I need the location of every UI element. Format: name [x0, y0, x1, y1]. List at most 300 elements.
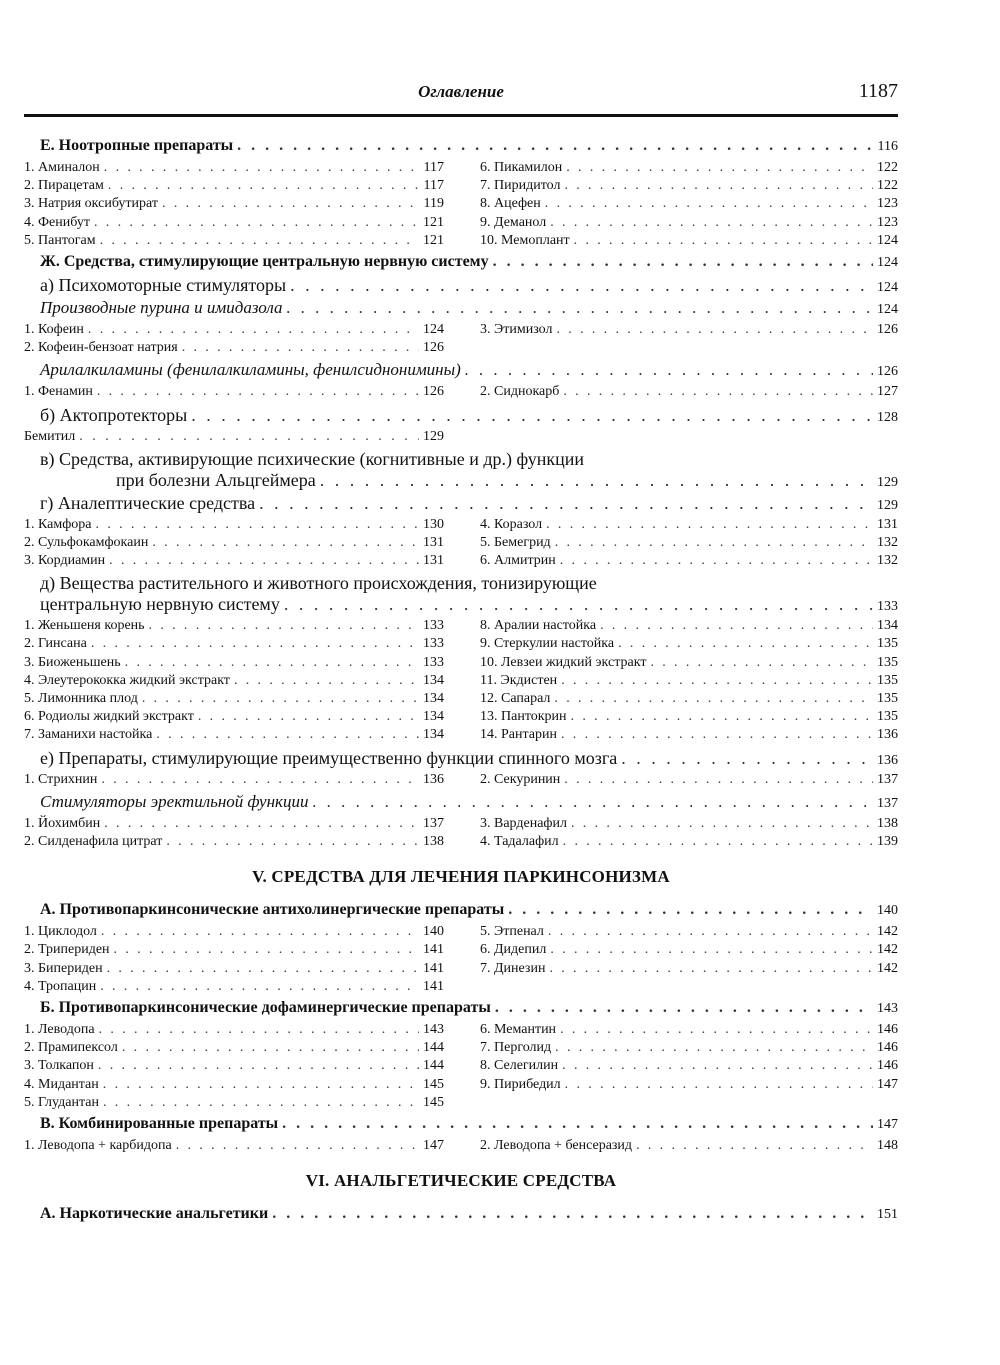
toc-entry-label: 1. Циклодол: [24, 924, 97, 940]
dot-leader: [563, 833, 873, 851]
toc-entry-page: 124: [877, 302, 898, 318]
toc-entry-label: 1. Камфора: [24, 516, 92, 532]
toc-entry: [480, 941, 898, 959]
entry-columns: [24, 617, 898, 744]
toc-entry-page: 134: [877, 618, 898, 634]
toc-entry: [24, 672, 444, 690]
dot-leader: [182, 339, 419, 357]
toc-entry-label: 3. Этимизол: [480, 322, 553, 338]
dot-leader: [600, 617, 873, 635]
dot-leader: [234, 672, 419, 690]
toc-entry-label: 2. Гинсана: [24, 636, 87, 652]
toc-entry: [24, 516, 444, 534]
toc-entry-label: 5. Глудантан: [24, 1094, 99, 1110]
entry-columns: [24, 383, 898, 401]
toc-entry-label: 14. Рантарин: [480, 727, 557, 743]
dot-leader: [565, 1076, 873, 1094]
toc-entry: [24, 635, 444, 653]
toc-entry: [24, 214, 444, 232]
toc-entry-label: Производные пурина и имидазола: [40, 298, 283, 318]
dot-leader: [555, 534, 873, 552]
toc-entry-page: 139: [877, 834, 898, 850]
toc-entry-label: 12. Сапарал: [480, 691, 551, 707]
toc-entry: [480, 383, 898, 401]
dot-leader: [555, 1039, 873, 1057]
toc-entry-page: 147: [877, 1076, 898, 1092]
toc-entry-page: 131: [423, 553, 444, 569]
toc-entry: [24, 654, 444, 672]
entry-columns: [24, 516, 898, 571]
toc-section: [24, 901, 898, 919]
toc-entry-page: 134: [423, 691, 444, 707]
toc-entry-page: 136: [877, 727, 898, 743]
toc-entry-page: 137: [877, 771, 898, 787]
toc-entry-page: 141: [423, 978, 444, 994]
toc-entry-page: 126: [423, 384, 444, 400]
toc-entry-page: 135: [877, 654, 898, 670]
dot-leader: [103, 1076, 419, 1094]
dot-leader: [191, 405, 873, 426]
toc-entry-page: 142: [877, 942, 898, 958]
toc-entry-label: 5. Этпенал: [480, 924, 544, 940]
dot-leader: [636, 1137, 873, 1155]
toc-entry-label: 8. Аралии настойка: [480, 618, 597, 634]
toc-section: [24, 1115, 898, 1133]
dot-leader: [560, 552, 873, 570]
toc-section: [24, 1205, 898, 1223]
dot-leader: [621, 748, 873, 769]
toc-entry-page: 135: [877, 709, 898, 725]
toc-entry: [480, 534, 898, 552]
dot-leader: [571, 815, 873, 833]
toc-entry-label: 4. Элеутерококка жидкий экстракт: [24, 672, 230, 688]
toc-entry-page: 145: [423, 1094, 444, 1110]
dot-leader: [548, 923, 873, 941]
toc-entry-page: 137: [877, 795, 898, 811]
right-column: [480, 1021, 898, 1112]
toc-entry-page: 135: [877, 672, 898, 688]
right-column: [480, 771, 898, 789]
dot-leader: [156, 726, 419, 744]
toc-entry: [480, 1137, 898, 1155]
dot-leader: [561, 672, 873, 690]
dot-leader: [465, 360, 873, 380]
toc-entry: [480, 617, 898, 635]
dot-leader: [562, 1057, 873, 1075]
dot-leader: [166, 833, 419, 851]
toc-entry-page: 143: [877, 1001, 898, 1017]
toc-subsection-line: д) Вещества растительного и животного происхождения, тонизирующие: [40, 573, 597, 594]
toc-entry-label: 9. Стеркулии настойка: [480, 636, 615, 652]
toc-entry-label: 1. Леводопа + карбидопа: [24, 1138, 172, 1154]
dot-leader: [100, 978, 419, 996]
toc-entry-page: 136: [877, 752, 898, 768]
toc-entry-page: 126: [423, 340, 444, 356]
toc-entry-page: 123: [877, 214, 898, 230]
toc-entry-label: 9. Пирибедил: [480, 1076, 561, 1092]
toc-entry-page: 134: [423, 727, 444, 743]
toc-entry-label: Стимуляторы эректильной функции: [40, 791, 309, 811]
left-column: [24, 383, 444, 401]
toc-entry-label: 6. Дидепил: [480, 942, 547, 958]
toc-subsection: [24, 449, 898, 491]
dot-leader: [142, 690, 419, 708]
dot-leader: [100, 232, 419, 250]
toc-entry-label: 4. Коразол: [480, 516, 543, 532]
toc-entry: [480, 195, 898, 213]
dot-leader: [284, 594, 873, 615]
dot-leader: [125, 654, 419, 672]
toc-entry: [24, 960, 444, 978]
toc-entry-page: 133: [877, 599, 898, 615]
toc-entry-label: 7. Заманихи настойка: [24, 727, 153, 743]
toc-entry: [480, 923, 898, 941]
dot-leader: [99, 1021, 419, 1039]
toc-entry-page: 124: [877, 280, 898, 296]
toc-entry: [24, 383, 444, 401]
dot-leader: [152, 534, 419, 552]
toc-entry-label: 11. Экдистен: [480, 672, 558, 688]
toc-entry-label: 3. Натрия оксибутират: [24, 196, 159, 212]
toc-entry-label: 2. Трипериден: [24, 942, 110, 958]
toc-subsection: [24, 405, 898, 426]
dot-leader: [237, 137, 873, 155]
toc-entry-label: 2. Пирацетам: [24, 178, 104, 194]
toc-entry-label: 10. Левзеи жидкий экстракт: [480, 654, 647, 670]
dot-leader: [508, 901, 873, 919]
toc-entry: [480, 1076, 898, 1094]
dot-leader: [104, 815, 419, 833]
toc-entry-page: 132: [877, 553, 898, 569]
dot-leader: [104, 159, 420, 177]
dot-leader: [561, 726, 873, 744]
toc-entry-page: 147: [423, 1138, 444, 1154]
toc-entry-page: 121: [423, 232, 444, 248]
toc-entry: [480, 960, 898, 978]
toc-entry-page: 123: [877, 196, 898, 212]
toc-entry-label: 2. Прамипексол: [24, 1040, 118, 1056]
toc-subsection-continuation: [40, 470, 898, 491]
toc-entry-label: г) Аналептические средства: [40, 492, 256, 513]
toc-entry-label: при болезни Альцгеймера: [116, 469, 316, 490]
toc-entry-label: 6. Мемантин: [480, 1022, 557, 1038]
toc-entry-page: 133: [423, 618, 444, 634]
right-column: [480, 516, 898, 571]
dot-leader: [101, 771, 419, 789]
entry-columns: [24, 815, 898, 851]
toc-section: [24, 999, 898, 1017]
toc-entry-page: 129: [877, 474, 898, 490]
dot-leader: [571, 708, 873, 726]
dot-leader: [566, 159, 873, 177]
dot-leader: [114, 941, 419, 959]
running-title: Оглавление: [418, 82, 504, 101]
toc-section: [24, 253, 898, 271]
page-number: 1187: [858, 80, 898, 102]
toc-entry-page: 135: [877, 636, 898, 652]
toc-entry-page: 146: [877, 1022, 898, 1038]
left-column: [24, 923, 444, 996]
dot-leader: [556, 321, 873, 339]
toc-entry-page: 135: [877, 691, 898, 707]
toc-entry-page: 132: [877, 534, 898, 550]
dot-leader: [618, 635, 873, 653]
toc-entry-label: В. Комбинированные препараты: [40, 1115, 279, 1133]
toc-entry-page: 121: [423, 214, 444, 230]
toc-entry: [24, 978, 444, 996]
toc-entry-label: 2. Сульфокамфокаин: [24, 534, 149, 550]
toc-entry-label: б) Актопротекторы: [40, 404, 188, 425]
toc-entry-page: 145: [423, 1076, 444, 1092]
dot-leader: [550, 941, 873, 959]
dot-leader: [101, 923, 419, 941]
toc-entry: [24, 1039, 444, 1057]
toc-entry-label: А. Наркотические анальгетики: [40, 1205, 269, 1223]
toc-entry-page: 124: [877, 255, 898, 271]
toc-entry: [24, 726, 444, 744]
toc-entry: [480, 177, 898, 195]
table-of-contents: [24, 137, 898, 1223]
toc-entry-label: 1. Фенамин: [24, 384, 93, 400]
toc-entry-page: 133: [423, 654, 444, 670]
toc-entry: [24, 690, 444, 708]
toc-entry: [480, 1021, 898, 1039]
toc-entry-label: 6. Родиолы жидкий экстракт: [24, 709, 194, 725]
toc-entry: [24, 1076, 444, 1094]
part-heading: VI. АНАЛЬГЕТИЧЕСКИЕ СРЕДСТВА: [305, 1171, 617, 1191]
toc-entry: [24, 177, 444, 195]
dot-leader: [287, 298, 874, 318]
toc-entry-page: 127: [877, 384, 898, 400]
toc-entry-label: 7. Динезин: [480, 960, 546, 976]
toc-entry-page: 140: [423, 924, 444, 940]
toc-entry-label: 13. Пантокрин: [480, 709, 567, 725]
dot-leader: [94, 214, 419, 232]
dot-leader: [149, 617, 419, 635]
toc-entry-label: 2. Сиднокарб: [480, 384, 560, 400]
dot-leader: [290, 275, 873, 296]
dot-leader: [88, 321, 419, 339]
toc-subsection: [24, 275, 898, 296]
toc-entry-label: Бемитил: [24, 428, 76, 444]
toc-entry: [24, 1137, 444, 1155]
dot-leader: [550, 214, 873, 232]
toc-entry-label: 4. Мидантан: [24, 1076, 99, 1092]
toc-entry-page: 146: [877, 1058, 898, 1074]
document-page: [24, 70, 898, 1227]
toc-entry-page: 142: [877, 924, 898, 940]
toc-entry-page: 134: [423, 672, 444, 688]
dot-leader: [122, 1039, 419, 1057]
toc-entry: [24, 428, 444, 446]
toc-group: [24, 792, 898, 812]
toc-entry-label: 3. Бипериден: [24, 960, 103, 976]
toc-entry: [24, 708, 444, 726]
dot-leader: [176, 1137, 419, 1155]
toc-entry: [24, 815, 444, 833]
toc-section: [24, 137, 898, 155]
toc-entry-label: Б. Противопаркинсонические дофаминергические препараты: [40, 999, 491, 1017]
toc-entry-page: 122: [877, 178, 898, 194]
right-column: [480, 383, 898, 401]
dot-leader: [563, 383, 873, 401]
toc-entry-page: 141: [423, 960, 444, 976]
dot-leader: [272, 1205, 873, 1223]
toc-entry-page: 144: [423, 1040, 444, 1056]
toc-entry: [24, 232, 444, 250]
toc-entry-page: 144: [423, 1058, 444, 1074]
dot-leader: [96, 516, 419, 534]
toc-entry-page: 124: [423, 322, 444, 338]
toc-entry-page: 129: [423, 428, 444, 444]
dot-leader: [108, 177, 420, 195]
toc-entry: [24, 771, 444, 789]
toc-entry-page: 116: [877, 139, 898, 154]
toc-entry-page: 128: [877, 409, 898, 425]
dot-leader: [103, 1094, 419, 1112]
toc-entry-page: 141: [423, 942, 444, 958]
toc-subsection: [24, 573, 898, 615]
toc-entry-label: 1. Кофеин: [24, 322, 84, 338]
toc-entry-page: 146: [877, 1040, 898, 1056]
part-heading: V. СРЕДСТВА ДЛЯ ЛЕЧЕНИЯ ПАРКИНСОНИЗМА: [252, 867, 670, 887]
dot-leader: [574, 232, 873, 250]
toc-entry-page: 122: [877, 160, 898, 175]
toc-entry-label: 9. Деманол: [480, 214, 547, 230]
toc-entry-label: 4. Фенибут: [24, 214, 90, 230]
dot-leader: [546, 516, 873, 534]
toc-entry-label: 7. Перголид: [480, 1040, 552, 1056]
toc-plain-entry: [24, 428, 444, 446]
dot-leader: [545, 195, 873, 213]
toc-entry-page: 129: [877, 497, 898, 513]
toc-entry-page: 140: [877, 903, 898, 919]
toc-entry-page: 130: [423, 516, 444, 532]
toc-entry: [480, 214, 898, 232]
toc-entry-page: 126: [877, 322, 898, 338]
left-column: [24, 617, 444, 744]
toc-entry-label: 1. Женьшеня корень: [24, 618, 145, 634]
toc-entry-label: 8. Селегилин: [480, 1058, 559, 1074]
left-column: [24, 321, 444, 357]
toc-entry-page: 138: [423, 834, 444, 850]
toc-entry-page: 117: [423, 178, 444, 194]
right-column: [480, 815, 898, 851]
toc-entry-label: 4. Тропацин: [24, 978, 97, 994]
toc-entry-label: Арилалкиламины (фенилалкиламины, фенилсиднонимины): [40, 360, 461, 380]
toc-entry: [480, 815, 898, 833]
toc-entry-page: 136: [423, 771, 444, 787]
toc-entry-label: 10. Мемоплант: [480, 232, 570, 248]
toc-entry-label: 1. Аминалон: [24, 160, 100, 175]
toc-group: [24, 360, 898, 380]
toc-entry: [480, 654, 898, 672]
toc-entry: [24, 1057, 444, 1075]
toc-entry-label: 3. Кордиамин: [24, 553, 106, 569]
dot-leader: [564, 177, 873, 195]
toc-entry-label: 1. Стрихнин: [24, 771, 98, 787]
entry-columns: [24, 1137, 898, 1155]
toc-entry: [480, 516, 898, 534]
toc-entry: [24, 833, 444, 851]
toc-entry-label: 8. Ацефен: [480, 196, 541, 212]
toc-entry: [24, 159, 444, 177]
entry-columns: [24, 771, 898, 789]
toc-entry-label: 2. Леводопа + бенсеразид: [480, 1138, 633, 1154]
toc-entry: [24, 923, 444, 941]
toc-entry-label: е) Препараты, стимулирующие преимущественно функции спинного мозга: [40, 747, 618, 768]
toc-entry-page: 131: [877, 516, 898, 532]
toc-entry-page: 124: [877, 232, 898, 248]
toc-entry-page: 142: [877, 960, 898, 976]
toc-entry-page: 117: [423, 160, 444, 175]
dot-leader: [79, 428, 419, 446]
toc-entry: [24, 617, 444, 635]
toc-entry-label: 3. Варденафил: [480, 815, 567, 831]
toc-entry: [24, 195, 444, 213]
dot-leader: [98, 1057, 419, 1075]
toc-entry: [480, 1039, 898, 1057]
toc-entry-label: 2. Кофеин-бензоат натрия: [24, 340, 178, 356]
dot-leader: [312, 792, 873, 812]
toc-entry-page: 137: [423, 815, 444, 831]
left-column: [24, 1137, 444, 1155]
toc-entry-label: 1. Леводопа: [24, 1022, 95, 1038]
toc-entry-page: 119: [423, 196, 444, 212]
page-header: [24, 70, 898, 117]
entry-columns: [24, 159, 898, 250]
dot-leader: [97, 383, 419, 401]
toc-entry-page: 147: [877, 1117, 898, 1133]
toc-entry-page: 143: [423, 1022, 444, 1038]
right-column: [480, 321, 898, 357]
dot-leader: [162, 195, 420, 213]
dot-leader: [493, 253, 873, 271]
toc-entry: [24, 1021, 444, 1039]
dot-leader: [109, 552, 419, 570]
dot-leader: [320, 470, 873, 491]
toc-subsection-line: в) Средства, активирующие психические (когнитивные и др.) функции: [40, 448, 585, 469]
toc-entry-label: 2. Силденафила цитрат: [24, 834, 163, 850]
toc-entry-page: 148: [877, 1138, 898, 1154]
dot-leader: [282, 1115, 873, 1133]
toc-entry-label: 5. Лимонника плод: [24, 691, 138, 707]
entry-columns: [24, 1021, 898, 1112]
left-column: [24, 815, 444, 851]
toc-entry: [480, 672, 898, 690]
toc-entry: [24, 941, 444, 959]
dot-leader: [554, 690, 873, 708]
toc-entry-label: А. Противопаркинсонические антихолинергические препараты: [40, 901, 505, 919]
toc-subsection-continuation: [40, 594, 898, 615]
dot-leader: [107, 960, 419, 978]
toc-entry-label: 5. Пантогам: [24, 232, 96, 248]
toc-entry-label: 6. Пикамилон: [480, 160, 563, 175]
toc-entry: [480, 635, 898, 653]
toc-entry: [24, 534, 444, 552]
toc-entry: [480, 552, 898, 570]
toc-entry-page: 126: [877, 364, 898, 380]
dot-leader: [198, 708, 419, 726]
toc-entry-label: 3. Толкапон: [24, 1058, 94, 1074]
toc-entry: [480, 726, 898, 744]
dot-leader: [549, 960, 873, 978]
dot-leader: [91, 635, 419, 653]
right-column: [480, 1137, 898, 1155]
toc-entry-label: 3. Биоженьшень: [24, 654, 121, 670]
toc-entry: [480, 1057, 898, 1075]
toc-entry-label: 5. Бемегрид: [480, 534, 551, 550]
